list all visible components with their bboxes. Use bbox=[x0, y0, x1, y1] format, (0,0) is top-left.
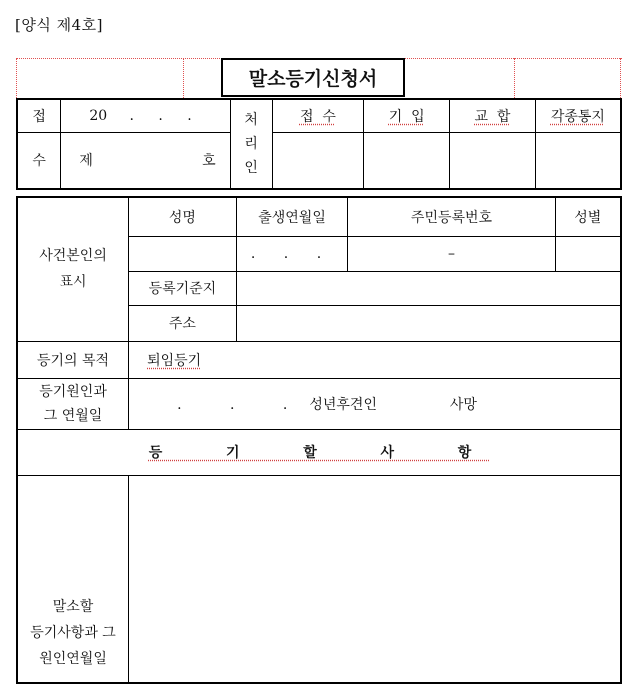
address-field[interactable] bbox=[236, 305, 621, 341]
receipt-su-label: 수 bbox=[17, 132, 61, 189]
header-name: 성명 bbox=[129, 197, 237, 236]
cause-reason-guardian: 성년후견인 bbox=[309, 396, 377, 413]
guide-line-right bbox=[620, 58, 621, 98]
registry-label: 등록기준지 bbox=[129, 271, 237, 305]
guide-line-left bbox=[16, 58, 17, 98]
stamp-notices[interactable] bbox=[535, 132, 621, 189]
cause-label: 등기원인과 그 연월일 bbox=[17, 378, 129, 429]
receipt-date-dots: . . . bbox=[129, 107, 202, 124]
cause-reason-death: 사망 bbox=[449, 396, 477, 413]
rrn-field[interactable] bbox=[348, 236, 555, 271]
header-notices: 각종통지 bbox=[535, 99, 621, 132]
header-rrn: 주민등록번호 bbox=[348, 197, 555, 236]
receipt-date-cell[interactable] bbox=[61, 99, 230, 132]
stamp-jeopsu[interactable] bbox=[272, 132, 364, 189]
person-section-label: 사건본인의 표시 bbox=[17, 197, 129, 341]
processor-char-3: 인 bbox=[244, 160, 258, 176]
cause-field[interactable] bbox=[129, 378, 621, 429]
receipt-jeop-label: 접 bbox=[17, 99, 61, 132]
header-sex: 성별 bbox=[555, 197, 621, 236]
birth-dots: . . . bbox=[250, 245, 334, 262]
birth-field[interactable] bbox=[236, 236, 348, 271]
processor-label bbox=[230, 99, 272, 189]
processor-char-1: 처 bbox=[244, 112, 258, 128]
guide-line-mid-right bbox=[514, 58, 515, 98]
matters-header: 등 기 할 사 항 bbox=[17, 429, 621, 475]
header-jeopsu: 접 수 bbox=[272, 99, 364, 132]
receipt-number-cell[interactable] bbox=[61, 132, 230, 189]
erase-label: 말소할 등기사항과 그 원인연월일 bbox=[17, 475, 129, 683]
application-table bbox=[16, 196, 622, 684]
guide-line-mid-left bbox=[183, 58, 184, 98]
stamp-gyohap[interactable] bbox=[450, 132, 536, 189]
form-title: 말소등기신청서 bbox=[221, 58, 405, 97]
header-gyohap: 교 합 bbox=[450, 99, 536, 132]
erase-field[interactable] bbox=[129, 475, 621, 683]
purpose-value[interactable]: 퇴임등기 bbox=[129, 341, 621, 378]
form-number: [양식 제4호] bbox=[15, 16, 103, 34]
processor-char-2: 리 bbox=[244, 136, 258, 152]
sex-field[interactable] bbox=[555, 236, 621, 271]
receipt-table bbox=[16, 98, 622, 190]
purpose-label: 등기의 목적 bbox=[17, 341, 129, 378]
registry-field[interactable] bbox=[236, 271, 621, 305]
stamp-giip[interactable] bbox=[364, 132, 450, 189]
receipt-je: 제 bbox=[79, 153, 93, 170]
address-label: 주소 bbox=[129, 305, 237, 341]
receipt-date-prefix: 20 bbox=[89, 107, 108, 124]
header-birth: 출생연월일 bbox=[236, 197, 348, 236]
name-field[interactable] bbox=[129, 236, 237, 271]
cause-dots: . . . bbox=[177, 396, 310, 413]
receipt-ho: 호 bbox=[202, 153, 216, 170]
rrn-dash: – bbox=[448, 245, 455, 262]
header-giip: 기 입 bbox=[364, 99, 450, 132]
